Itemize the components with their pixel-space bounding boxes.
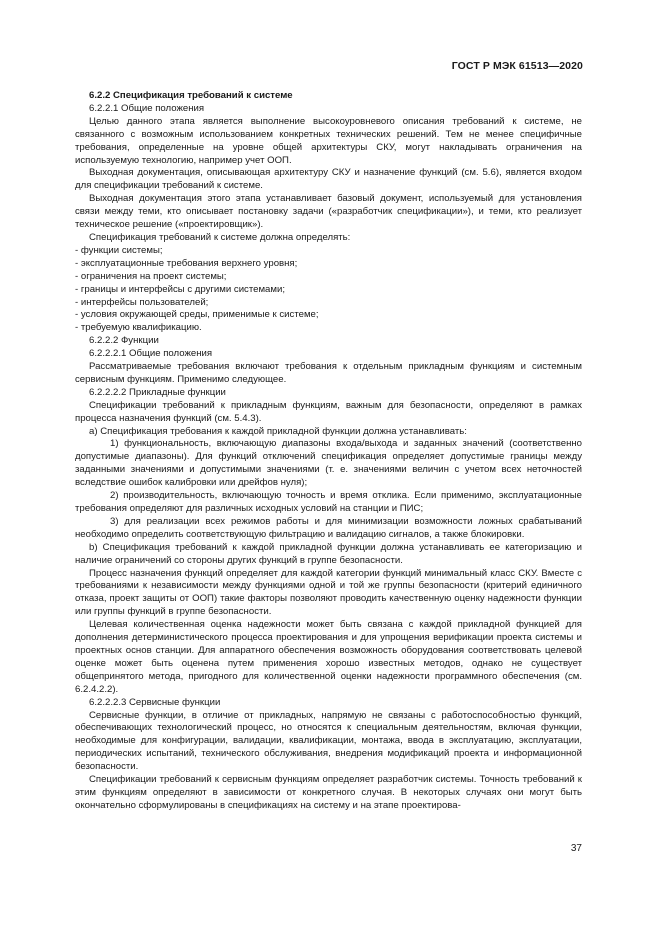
paragraph: 3) для реализации всех режимов работы и для минимизации возможности ложных срабатываний необходимо определить соответствующую фильтрацию и валидацию сигналов, а также блокировки. — [75, 515, 582, 540]
paragraph: 1) функциональность, включающую диапазоны входа/выхода и заданных значений (соответственно допустимые диапазоны). Для функций отключений спецификация определяет допустимые границы между заданными значениями и допустимыми значениями (т. е. значениями величин с учетом всех неточностей вследствие ошибок калибровки или дрейфов нуля); — [75, 438, 582, 489]
list-item: - ограничения на проект системы; — [75, 270, 227, 282]
list-item: - функции системы; — [75, 244, 163, 256]
paragraph: Выходная документация этого этапа устанавливает базовый документ, используемый для установления связи между теми, кто описывает постановку задачи («разработчик спецификации»), и теми, кто реализует техническое решение («проектировщик»). — [75, 193, 582, 231]
subsection-heading: 6.2.2.2.2 Прикладные функции — [89, 386, 226, 398]
subsection-heading: 6.2.2.1 Общие положения — [89, 102, 205, 114]
page-number: 37 — [570, 843, 582, 854]
list-item: - интерфейсы пользователей; — [75, 296, 209, 308]
page-content — [75, 90, 582, 813]
paragraph: Спецификации требований к прикладным функциям, важным для безопасности, определяют в рамках процесса назначения функций (см. 5.4.3). — [75, 399, 582, 424]
section-heading: 6.2.2 Спецификация требований к системе — [89, 90, 293, 101]
paragraph: Целевая количественная оценка надежности может быть связана с каждой прикладной функцией для дополнения детерминистического процесса проектирования и для упрощения верификации проекта системы и проектных основ станции. Для аппаратного обеспечения возможность оборудования соответствовать целевой оценке может быть оценена путем применения хорошо известных методов, однако не существует общепринятого метода, пригодного для количественной оценки надежности программного обеспечения (см. 6.2.4.2.2). — [75, 619, 582, 695]
subsection-heading: 6.2.2.2 Функции — [89, 335, 159, 347]
list-item: - требуемую квалификацию. — [75, 322, 202, 334]
subsection-heading: 6.2.2.2.1 Общие положения — [89, 348, 213, 360]
paragraph: Сервисные функции, в отличие от прикладных, напрямую не связаны с работоспособностью функций, обеспечивающих технологический процесс, но относятся к специальным деятельностям, включая функции, необходимые для конфигурации, валидации, квалификации, монтажа, ввода в эксплуатацию, эксплуатации, периодических испытаний, технического обслуживания, внедрения модификаций проекта и информационной безопасности. — [75, 709, 582, 773]
paragraph: Спецификации требований к сервисным функциям определяет разработчик системы. Точность требований к этим функциям определяют в зависимости от конкретного случая. В некоторых случаях они могут быть окончательно сформулированы в спецификациях на систему и на этапе проектирова- — [75, 774, 582, 811]
paragraph: Выходная документация, описывающая архитектуру СКУ и назначение функций (см. 5.6), является входом для спецификации требований к системе. — [75, 167, 582, 192]
list-item: - условия окружающей среды, применимые к системе; — [75, 309, 319, 321]
list-item: - эксплуатационные требования верхнего уровня; — [75, 257, 298, 269]
paragraph: Целью данного этапа является выполнение высокоуровневого описания требований к системе, не связанного с возможным использованием конкретных технических решений. Тем не менее специфичные требования, определенные на уровне общей архитектуры СКУ, могут накладывать ограничения на используемую технологию, например учет ООП. — [75, 115, 582, 166]
paragraph: Спецификация требований к системе должна определять: — [89, 231, 351, 243]
paragraph: 2) производительность, включающую точность и время отклика. Если применимо, эксплуатационные требования определяют для различных исходных условий на станции и ПИС; — [75, 490, 582, 514]
paragraph: Рассматриваемые требования включают требования к отдельным прикладным функциям и системным сервисным функциям. Применимо следующее. — [75, 361, 582, 385]
paragraph: b) Спецификация требований к каждой прикладной функции должна устанавливать ее категоризацию и наличие ограничений со стороны других функций в группе безопасности. — [75, 541, 582, 566]
paragraph: a) Спецификация требования к каждой прикладной функции должна устанавливать: — [89, 425, 467, 437]
paragraph: Процесс назначения функций определяет для каждой категории функций минимальный класс СКУ. Вместе с требованиями к независимости между функциями одной и той же группы безопасности (критерий единичного отказа, проект защиты от ООП) такие факторы позволяют проводить качественную оценку надежности функции или группы функций в группе безопасности. — [75, 567, 582, 618]
list-item: - границы и интерфейсы с другими системами; — [75, 283, 286, 295]
subsection-heading: 6.2.2.2.3 Сервисные функции — [89, 696, 221, 708]
standard-header: ГОСТ Р МЭК 61513—2020 — [451, 60, 583, 72]
